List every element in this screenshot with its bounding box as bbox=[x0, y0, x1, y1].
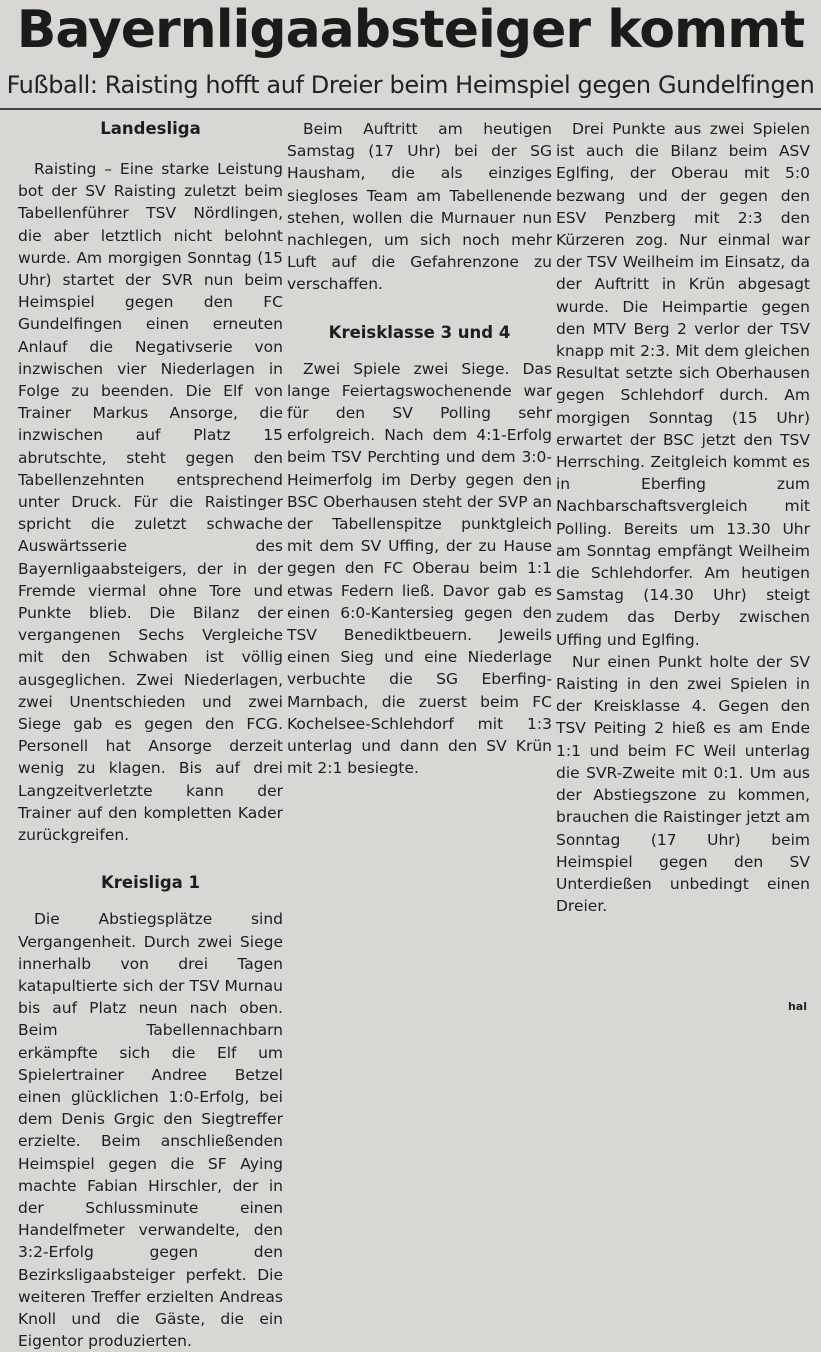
paragraph-kreisklasse-2: Drei Punkte aus zwei Spielen ist auch die Bilanz beim ASV Eglfing, der Oberau mit 5:0 bezwang und der gegen den ESV Penzberg mit 2:3 den Kürzeren zog. Nur einmal war der TSV Weilheim im Einsatz, da der Auftritt in Krün abgesagt wurde. Die Heimpartie gegen den MTV Berg 2 verlor der TSV knapp mit 2:3. Mit dem gleichen Resultat setzte sich Oberhausen gegen Schlehdorf durch. Am morgigen Sonntag (15 Uhr) erwartet der BSC jetzt den TSV Herrsching. Zeitgleich kommt es in Eberfing zum Nachbarschaftsvergleich mit Polling. Bereits um 13.30 Uhr am Sonntag empfängt Weilheim die Schlehdorfer. Am heutigen Samstag (14.30 Uhr) steigt zudem das Derby zwischen Uffing und Eglfing. bbox=[556, 120, 810, 649]
subheadline: Fußball: Raisting hofft auf Dreier beim Heimspiel gegen Gundelfingen bbox=[6, 71, 815, 99]
paragraph-kreisliga-1: Die Abstiegsplätze sind Vergangenheit. Durch zwei Siege innerhalb von drei Tagen katapultierte sich der TSV Murnau bis auf Platz neun nach oben. Beim Tabellennachbarn erkämpfte sich die Elf um Spielertrainer Andree Betzel einen glücklichen 1:0-Erfolg, bei dem Denis Grgic den Siegtreffer erzielte. Beim anschließenden Heimspiel gegen die SF Aying machte Fabian Hirschler, der in der Schlussminute einen Handelfmeter verwandelte, den 3:2-Erfolg gegen den Bezirksligaabsteiger perfekt. Die weiteren Treffer erzielten Andreas Knoll und die Gäste, die ein Eigentor produzierten. bbox=[18, 910, 283, 1351]
section-heading-kreisliga-1: Kreisliga 1 bbox=[100, 873, 201, 893]
article-column-2 bbox=[287, 118, 552, 779]
divider bbox=[0, 108, 821, 110]
article-column-3 bbox=[556, 118, 810, 917]
paragraph-landesliga: Raisting – Eine starke Leistung bot der SV Raisting zuletzt beim Tabellenführer TSV Nördlingen, die aber letztlich nicht belohnt wurde. Am morgigen Sonntag (15 Uhr) startet der SVR nun beim Heimspiel gegen den FC Gundelfingen einen erneuten Anlauf die Negativserie von inzwischen vier Niederlagen in Folge zu beenden. Die Elf von Trainer Markus Ansorge, die inzwischen auf Platz 15 abrutschte, steht gegen den Tabellenzehnten entsprechend unter Druck. Für die Raistinger spricht die zuletzt schwache Auswärtsserie des Bayernligaabsteigers, der in der Fremde viermal ohne Tore und Punkte blieb. Die Bilanz der vergangenen Sechs Vergleiche mit den Schwaben ist völlig ausgeglichen. Zwei Niederlagen, zwei Unentschieden und zwei Siege gab es gegen den FCG. Personell hat Ansorge derzeit wenig zu klagen. Bis auf drei Langzeitverletzte kann der Trainer auf den kompletten Kader zurückgreifen. bbox=[18, 160, 283, 845]
headline: Bayernligaabsteiger kommt bbox=[16, 0, 805, 60]
section-heading-landesliga: Landesliga bbox=[100, 119, 201, 138]
paragraph-kreisklasse-3: Nur einen Punkt holte der SV Raisting in den zwei Spielen in der Kreisklasse 4. Gegen den TSV Peiting 2 hieß es am Ende 1:1 und beim FC Weil unterlag die SVR-Zweite mit 0:1. Um aus der Abstiegszone zu kommen, brauchen die Raistinger jetzt am Sonntag (17 Uhr) beim Heimspiel gegen den SV Unterdießen unbedingt einen Dreier. bbox=[556, 652, 810, 916]
article-column-1 bbox=[18, 118, 283, 1352]
paragraph-kreisklasse-1: Zwei Spiele zwei Siege. Das lange Feiertagswochenende war für den SV Polling sehr erfolgreich. Nach dem 4:1-Erfolg beim TSV Perchting und dem 3:0-Heimerfolg im Derby gegen den BSC Oberhausen steht der SVP an der Tabellenspitze punktgleich mit dem SV Uffing, der zu Hause gegen den FC Oberau beim 1:1 etwas Federn ließ. Davor gab es einen 6:0-Kantersieg gegen den TSV Benediktbeuern. Jeweils einen Sieg und eine Niederlage verbuchte die SG Eberfing-Marnbach, die zuerst beim FC Kochelsee-Schlehdorf mit 1:3 unterlag und dann den SV Krün mit 2:1 besiegte. bbox=[287, 359, 552, 778]
section-heading-kreisklasse: Kreisklasse 3 und 4 bbox=[328, 322, 511, 342]
author-byline: hal bbox=[787, 1000, 807, 1013]
paragraph-kreisliga-1-continued: Beim Auftritt am heutigen Samstag (17 Uhr) bei der SG Hausham, die als einziges siegloses Team am Tabellenende stehen, wollen die Murnauer nun nachlegen, um sich noch mehr Luft auf die Gefahrenzone zu verschaffen. bbox=[287, 120, 552, 294]
